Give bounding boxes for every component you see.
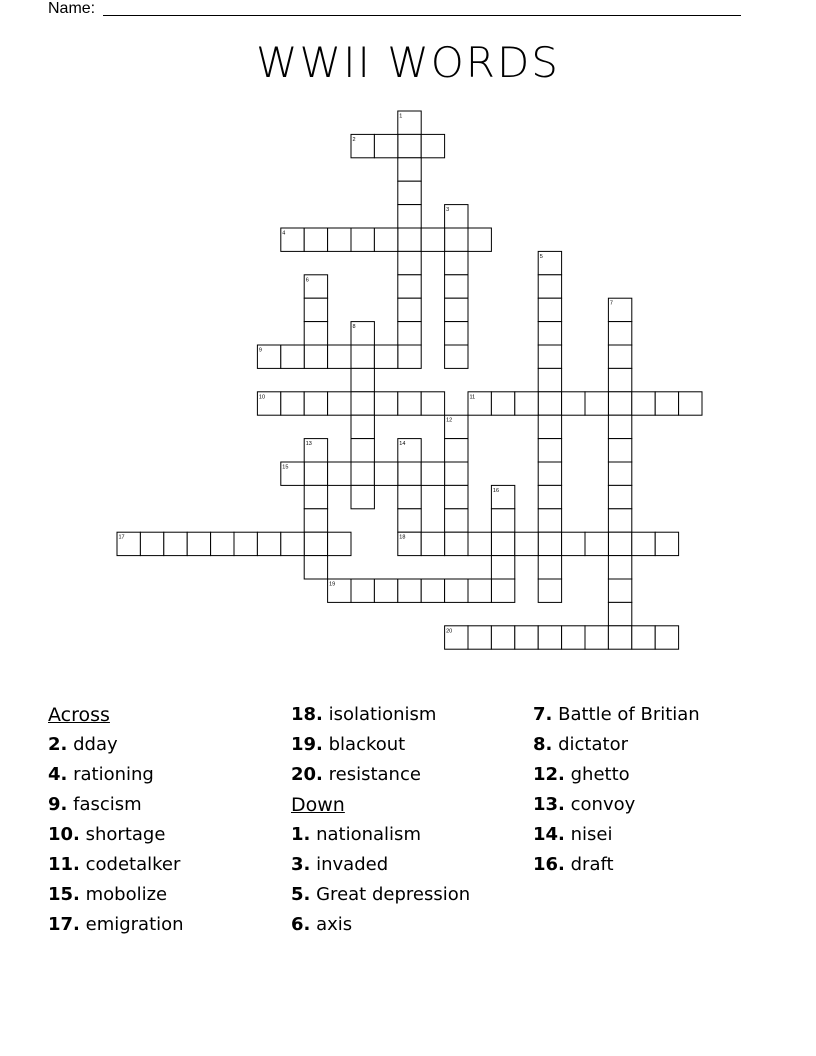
grid-number: 3 bbox=[446, 207, 450, 214]
grid-cell[interactable] bbox=[608, 485, 631, 508]
clue-text: shortage bbox=[85, 824, 166, 845]
clue-number: 11. bbox=[48, 854, 80, 875]
clue-text: ghetto bbox=[570, 764, 630, 785]
clue-text: fascism bbox=[73, 794, 142, 815]
grid-cell[interactable] bbox=[608, 579, 631, 602]
grid-cell[interactable] bbox=[140, 532, 163, 555]
grid-cell[interactable] bbox=[608, 626, 631, 649]
grid-cell[interactable] bbox=[608, 509, 631, 532]
grid-cell[interactable] bbox=[491, 579, 514, 602]
grid-cell[interactable] bbox=[445, 345, 468, 368]
grid-cell[interactable] bbox=[398, 181, 421, 204]
clue-down-5 bbox=[291, 880, 470, 910]
grid-cell[interactable] bbox=[328, 392, 351, 415]
grid-cell[interactable] bbox=[281, 532, 304, 555]
grid-number: 1 bbox=[399, 113, 403, 120]
grid-number: 10 bbox=[258, 394, 266, 401]
grid-cell[interactable] bbox=[398, 485, 421, 508]
grid-cell[interactable] bbox=[562, 392, 585, 415]
grid-cell[interactable] bbox=[608, 556, 631, 579]
clue-down-14 bbox=[533, 820, 700, 850]
grid-cell[interactable] bbox=[211, 532, 234, 555]
grid-cell[interactable] bbox=[445, 275, 468, 298]
clue-text: mobolize bbox=[85, 884, 168, 905]
clue-text: isolationism bbox=[328, 704, 437, 725]
grid-cell[interactable] bbox=[491, 392, 514, 415]
grid-cell[interactable] bbox=[374, 462, 397, 485]
grid-cell[interactable] bbox=[608, 439, 631, 462]
down-heading: Down bbox=[291, 794, 345, 816]
clue-across-9 bbox=[48, 790, 184, 820]
grid-cell[interactable] bbox=[421, 462, 444, 485]
grid-cell[interactable] bbox=[445, 322, 468, 345]
grid-cell[interactable] bbox=[304, 532, 327, 555]
clue-across-10 bbox=[48, 820, 184, 850]
clue-number: 9. bbox=[48, 794, 68, 815]
grid-cell[interactable] bbox=[608, 602, 631, 625]
grid-cell[interactable] bbox=[562, 626, 585, 649]
grid-cell[interactable] bbox=[351, 345, 374, 368]
grid-cell[interactable] bbox=[374, 579, 397, 602]
clue-text: convoy bbox=[570, 794, 636, 815]
grid-cell[interactable] bbox=[538, 462, 561, 485]
grid-cell[interactable] bbox=[655, 532, 678, 555]
grid-cell[interactable] bbox=[445, 251, 468, 274]
grid-cell[interactable] bbox=[491, 626, 514, 649]
grid-cell[interactable] bbox=[187, 532, 210, 555]
grid-cell[interactable] bbox=[234, 532, 257, 555]
grid-cell[interactable] bbox=[398, 345, 421, 368]
name-label: Name: bbox=[48, 0, 96, 17]
grid-number: 2 bbox=[352, 136, 356, 143]
clue-text: resistance bbox=[328, 764, 421, 785]
grid-cell[interactable] bbox=[468, 228, 491, 251]
grid-cell[interactable] bbox=[351, 415, 374, 438]
clue-number: 19. bbox=[291, 734, 323, 755]
grid-cell[interactable] bbox=[445, 298, 468, 321]
grid-cell[interactable] bbox=[445, 509, 468, 532]
clue-down-12 bbox=[533, 760, 700, 790]
grid-cell[interactable] bbox=[632, 532, 655, 555]
clue-number: 10. bbox=[48, 824, 80, 845]
grid-cell[interactable] bbox=[304, 345, 327, 368]
grid-cell[interactable] bbox=[351, 462, 374, 485]
grid-cell[interactable] bbox=[538, 392, 561, 415]
clue-down-3 bbox=[291, 850, 470, 880]
grid-cell[interactable] bbox=[328, 228, 351, 251]
grid-cell[interactable] bbox=[445, 532, 468, 555]
grid-cell[interactable] bbox=[515, 392, 538, 415]
grid-cell[interactable] bbox=[538, 439, 561, 462]
grid-cell[interactable] bbox=[608, 392, 631, 415]
grid-cell[interactable] bbox=[538, 556, 561, 579]
grid-cell[interactable] bbox=[655, 626, 678, 649]
clue-text: nisei bbox=[570, 824, 613, 845]
clues-column-1 bbox=[48, 700, 184, 940]
grid-cell[interactable] bbox=[538, 368, 561, 391]
grid-number: 19 bbox=[329, 581, 336, 588]
grid-cell[interactable] bbox=[304, 462, 327, 485]
grid-cell[interactable] bbox=[562, 532, 585, 555]
grid-cell[interactable] bbox=[445, 485, 468, 508]
grid-number: 16 bbox=[492, 487, 500, 494]
grid-cell[interactable] bbox=[351, 392, 374, 415]
clues-column-2 bbox=[291, 700, 470, 940]
grid-cell[interactable] bbox=[608, 415, 631, 438]
grid-cell[interactable] bbox=[304, 509, 327, 532]
clue-text: axis bbox=[316, 914, 353, 935]
clue-across-2 bbox=[48, 730, 184, 760]
grid-cell[interactable] bbox=[328, 345, 351, 368]
grid-cell[interactable] bbox=[398, 158, 421, 181]
grid-cell[interactable] bbox=[304, 322, 327, 345]
clue-number: 6. bbox=[291, 914, 311, 935]
clue-text: emigration bbox=[85, 914, 184, 935]
grid-cell[interactable] bbox=[608, 462, 631, 485]
clue-text: dictator bbox=[558, 734, 628, 755]
grid-cell[interactable] bbox=[398, 462, 421, 485]
grid-cell[interactable] bbox=[398, 205, 421, 228]
grid-number: 18 bbox=[399, 534, 406, 541]
clue-text: dday bbox=[73, 734, 118, 755]
grid-cell[interactable] bbox=[468, 532, 491, 555]
grid-cell[interactable] bbox=[351, 485, 374, 508]
clue-text: draft bbox=[570, 854, 614, 875]
grid-cell[interactable] bbox=[304, 485, 327, 508]
grid-cell[interactable] bbox=[421, 579, 444, 602]
grid-cell[interactable] bbox=[374, 345, 397, 368]
grid-number: 17 bbox=[118, 534, 125, 541]
grid-cell[interactable] bbox=[328, 532, 351, 555]
grid-number: 5 bbox=[539, 253, 543, 260]
clue-number: 5. bbox=[291, 884, 311, 905]
clue-across-19 bbox=[291, 730, 470, 760]
grid-cell[interactable] bbox=[538, 485, 561, 508]
grid-cell[interactable] bbox=[421, 532, 444, 555]
grid-cell[interactable] bbox=[351, 579, 374, 602]
clue-down-8 bbox=[533, 730, 700, 760]
clue-number: 8. bbox=[533, 734, 553, 755]
grid-cell[interactable] bbox=[257, 532, 280, 555]
grid-cell[interactable] bbox=[538, 415, 561, 438]
grid-cell[interactable] bbox=[538, 509, 561, 532]
grid-number: 9 bbox=[258, 347, 262, 354]
across-heading: Across bbox=[48, 704, 110, 726]
grid-number: 13 bbox=[305, 441, 312, 448]
grid-cell[interactable] bbox=[491, 532, 514, 555]
grid-number: 7 bbox=[609, 300, 613, 307]
clue-number: 16. bbox=[533, 854, 565, 875]
grid-cell[interactable] bbox=[538, 532, 561, 555]
clue-across-11 bbox=[48, 850, 184, 880]
clue-number: 12. bbox=[533, 764, 565, 785]
grid-cell[interactable] bbox=[445, 439, 468, 462]
clue-number: 18. bbox=[291, 704, 323, 725]
clue-number: 1. bbox=[291, 824, 311, 845]
clue-text: blackout bbox=[328, 734, 406, 755]
grid-cell[interactable] bbox=[398, 579, 421, 602]
grid-cell[interactable] bbox=[421, 228, 444, 251]
grid-cell[interactable] bbox=[351, 368, 374, 391]
grid-cell[interactable] bbox=[679, 392, 702, 415]
grid-number: 11 bbox=[469, 394, 476, 401]
clue-down-7 bbox=[533, 700, 700, 730]
clue-down-16 bbox=[533, 850, 700, 880]
grid-cell[interactable] bbox=[468, 626, 491, 649]
clue-across-4 bbox=[48, 760, 184, 790]
grid-cell[interactable] bbox=[281, 345, 304, 368]
clue-down-6 bbox=[291, 910, 470, 940]
grid-cell[interactable] bbox=[398, 251, 421, 274]
clue-number: 14. bbox=[533, 824, 565, 845]
grid-cell[interactable] bbox=[281, 392, 304, 415]
grid-cell[interactable] bbox=[304, 298, 327, 321]
clue-number: 15. bbox=[48, 884, 80, 905]
grid-cell[interactable] bbox=[445, 462, 468, 485]
clue-number: 4. bbox=[48, 764, 68, 785]
clue-text: Great depression bbox=[316, 884, 471, 905]
clue-text: nationalism bbox=[316, 824, 421, 845]
grid-number: 14 bbox=[399, 441, 406, 448]
grid-cell[interactable] bbox=[421, 134, 444, 157]
grid-cell[interactable] bbox=[398, 134, 421, 157]
grid-cell[interactable] bbox=[538, 626, 561, 649]
grid-cell[interactable] bbox=[538, 275, 561, 298]
page-title: WWII WORDS bbox=[256, 38, 560, 87]
grid-cell[interactable] bbox=[538, 345, 561, 368]
clue-text: rationing bbox=[73, 764, 154, 785]
grid-cell[interactable] bbox=[632, 626, 655, 649]
clue-number: 20. bbox=[291, 764, 323, 785]
grid-cell[interactable] bbox=[304, 228, 327, 251]
grid-cell[interactable] bbox=[445, 228, 468, 251]
grid-cell[interactable] bbox=[538, 298, 561, 321]
clues-column-3 bbox=[533, 700, 700, 880]
grid-cell[interactable] bbox=[374, 228, 397, 251]
clue-across-20 bbox=[291, 760, 470, 790]
grid-cell[interactable] bbox=[608, 368, 631, 391]
grid-cell[interactable] bbox=[491, 509, 514, 532]
grid-cell[interactable] bbox=[398, 275, 421, 298]
grid-number: 4 bbox=[282, 230, 286, 237]
grid-cell[interactable] bbox=[468, 579, 491, 602]
clue-down-1 bbox=[291, 820, 470, 850]
grid-cell[interactable] bbox=[398, 322, 421, 345]
clue-text: codetalker bbox=[85, 854, 181, 875]
grid-cell[interactable] bbox=[304, 392, 327, 415]
grid-cell[interactable] bbox=[398, 509, 421, 532]
grid-cell[interactable] bbox=[585, 532, 608, 555]
grid-cell[interactable] bbox=[632, 392, 655, 415]
clue-number: 3. bbox=[291, 854, 311, 875]
grid-cell[interactable] bbox=[351, 439, 374, 462]
grid-number: 15 bbox=[282, 464, 289, 471]
clue-across-15 bbox=[48, 880, 184, 910]
clue-down-13 bbox=[533, 790, 700, 820]
grid-number: 12 bbox=[446, 417, 453, 424]
grid-number: 20 bbox=[446, 628, 453, 635]
grid-cell[interactable] bbox=[538, 322, 561, 345]
grid-cell[interactable] bbox=[538, 579, 561, 602]
grid-cell[interactable] bbox=[398, 298, 421, 321]
grid-cell[interactable] bbox=[421, 392, 444, 415]
clue-number: 2. bbox=[48, 734, 68, 755]
grid-cell[interactable] bbox=[374, 134, 397, 157]
grid-number: 8 bbox=[352, 324, 356, 331]
clue-across-18 bbox=[291, 700, 470, 730]
grid-cell[interactable] bbox=[608, 345, 631, 368]
grid-cell[interactable] bbox=[585, 626, 608, 649]
grid-cell[interactable] bbox=[164, 532, 187, 555]
grid-cell[interactable] bbox=[585, 392, 608, 415]
grid-cell[interactable] bbox=[398, 228, 421, 251]
clue-across-17 bbox=[48, 910, 184, 940]
grid-cell[interactable] bbox=[655, 392, 678, 415]
grid-cell[interactable] bbox=[445, 579, 468, 602]
grid-cell[interactable] bbox=[374, 392, 397, 415]
grid-cell[interactable] bbox=[351, 228, 374, 251]
grid-cell[interactable] bbox=[608, 322, 631, 345]
grid-cell[interactable] bbox=[491, 556, 514, 579]
clue-text: invaded bbox=[316, 854, 389, 875]
grid-number: 6 bbox=[305, 277, 309, 284]
grid-cell[interactable] bbox=[515, 626, 538, 649]
clue-number: 17. bbox=[48, 914, 80, 935]
grid-cell[interactable] bbox=[398, 392, 421, 415]
grid-cell[interactable] bbox=[608, 532, 631, 555]
clue-number: 13. bbox=[533, 794, 565, 815]
clue-text: Battle of Britian bbox=[558, 704, 700, 725]
grid-cell[interactable] bbox=[328, 462, 351, 485]
grid-cell[interactable] bbox=[515, 532, 538, 555]
clue-number: 7. bbox=[533, 704, 553, 725]
grid-cell[interactable] bbox=[304, 556, 327, 579]
